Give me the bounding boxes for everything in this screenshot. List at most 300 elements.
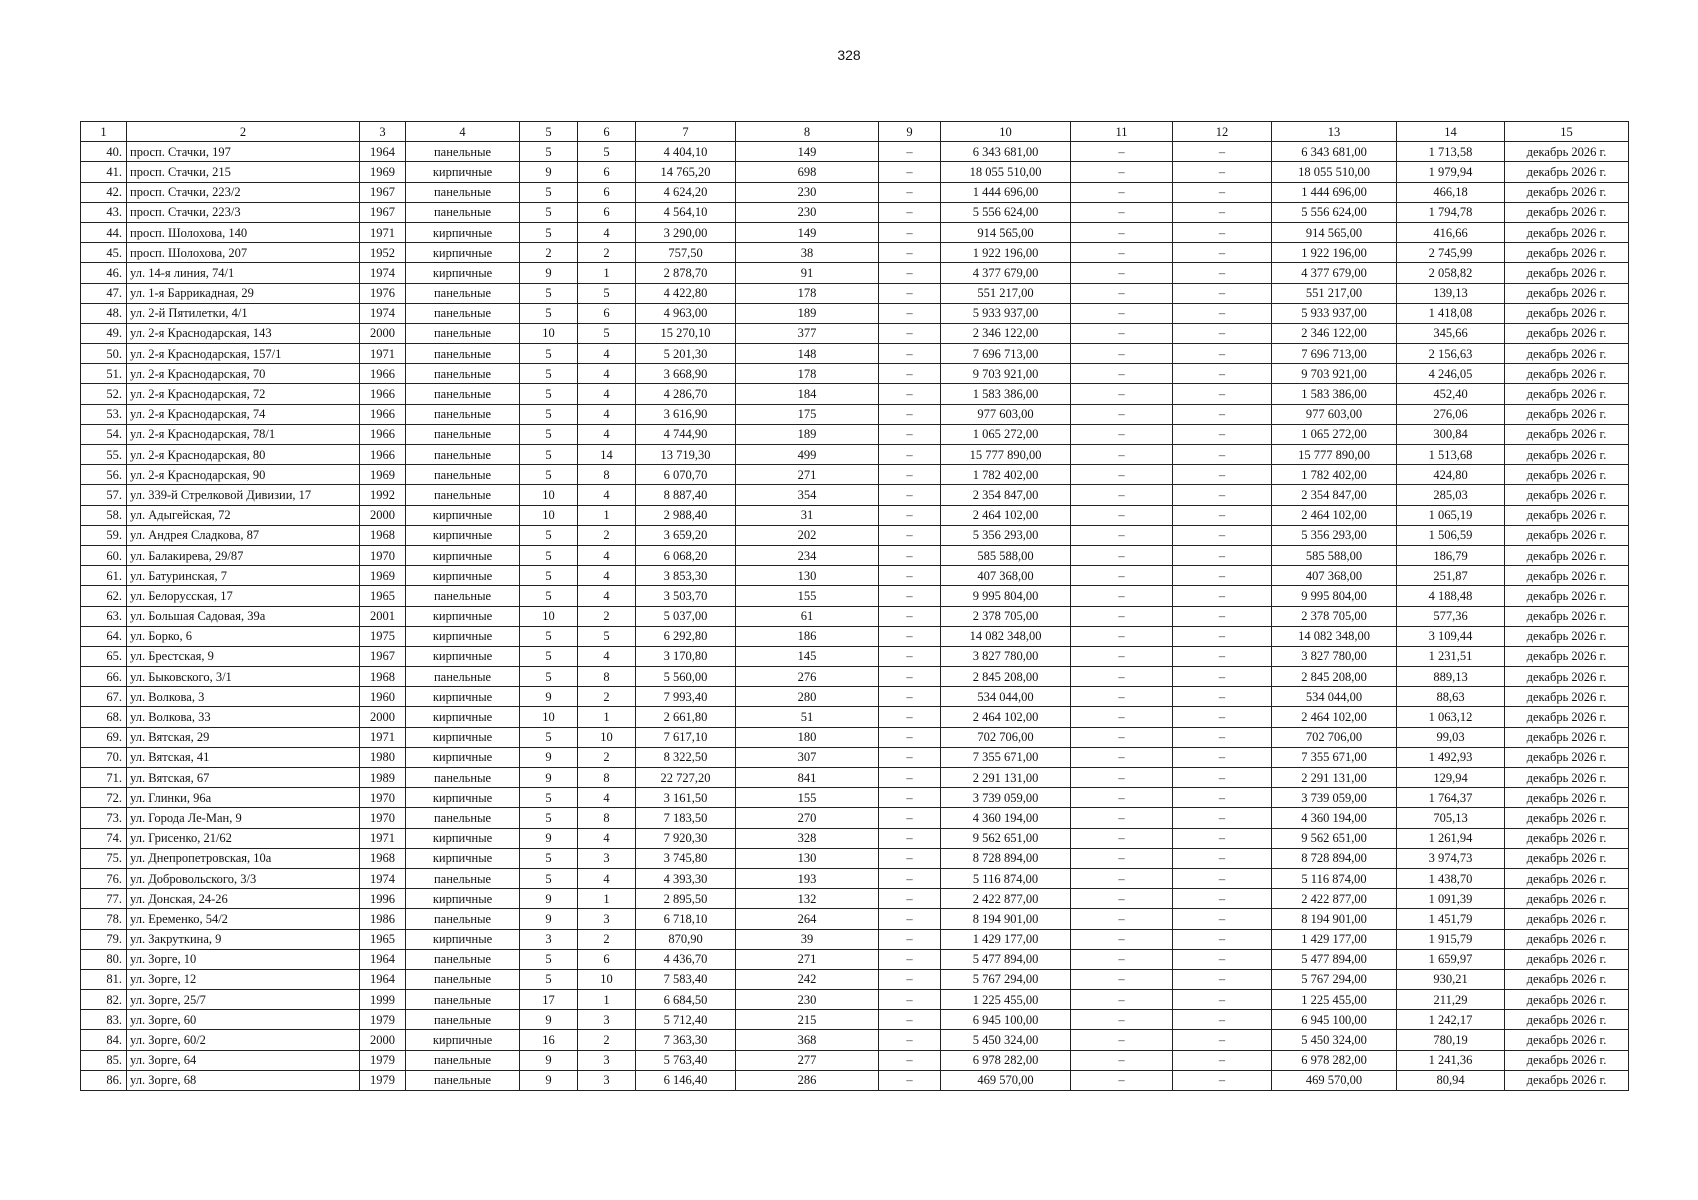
floors-cell: 5 (520, 646, 578, 666)
cost-total-cell: 8 728 894,00 (941, 848, 1071, 868)
row-number-cell: 44. (81, 222, 127, 242)
col-11-cell: – (1071, 323, 1173, 343)
year-built-cell: 1965 (360, 929, 406, 949)
cost-total-cell: 2 378 705,00 (941, 606, 1071, 626)
address-cell: ул. Балакирева, 29/87 (127, 545, 360, 565)
row-number-cell: 66. (81, 667, 127, 687)
floors-cell: 9 (520, 1050, 578, 1070)
col-9-cell: – (879, 505, 941, 525)
floors-cell: 5 (520, 384, 578, 404)
row-number-cell: 64. (81, 626, 127, 646)
cost-program-cell: 2 346 122,00 (1272, 323, 1397, 343)
area-cell: 3 668,90 (636, 364, 736, 384)
cost-program-cell: 8 728 894,00 (1272, 848, 1397, 868)
residents-cell: 841 (736, 768, 879, 788)
row-number-cell: 56. (81, 465, 127, 485)
row-number-cell: 79. (81, 929, 127, 949)
col-11-cell: – (1071, 303, 1173, 323)
area-cell: 4 436,70 (636, 949, 736, 969)
floors-cell: 9 (520, 889, 578, 909)
col-9-cell: – (879, 142, 941, 162)
col-12-cell: – (1173, 808, 1272, 828)
col-12-cell: – (1173, 747, 1272, 767)
deadline-cell: декабрь 2026 г. (1505, 384, 1629, 404)
address-cell: ул. Закруткина, 9 (127, 929, 360, 949)
floors-cell: 5 (520, 142, 578, 162)
wall-material-cell: панельные (406, 303, 520, 323)
address-cell: ул. Вятская, 41 (127, 747, 360, 767)
row-number-cell: 40. (81, 142, 127, 162)
residents-cell: 145 (736, 646, 879, 666)
address-cell: просп. Стачки, 215 (127, 162, 360, 182)
col-9-cell: – (879, 687, 941, 707)
residents-cell: 39 (736, 929, 879, 949)
address-cell: ул. Зорге, 10 (127, 949, 360, 969)
year-built-cell: 1992 (360, 485, 406, 505)
table-row (81, 727, 1629, 747)
col-11-cell: – (1071, 505, 1173, 525)
address-cell: ул. Зорге, 60 (127, 1010, 360, 1030)
address-cell: ул. 2-я Краснодарская, 70 (127, 364, 360, 384)
col-11-cell: – (1071, 687, 1173, 707)
area-cell: 7 920,30 (636, 828, 736, 848)
row-number-cell: 59. (81, 525, 127, 545)
entrances-cell: 1 (578, 889, 636, 909)
entrances-cell: 8 (578, 808, 636, 828)
col-11-cell: – (1071, 1030, 1173, 1050)
col-9-cell: – (879, 485, 941, 505)
year-built-cell: 1974 (360, 263, 406, 283)
col-9-cell: – (879, 707, 941, 727)
residents-cell: 499 (736, 445, 879, 465)
residents-cell: 215 (736, 1010, 879, 1030)
year-built-cell: 1966 (360, 445, 406, 465)
area-cell: 5 037,00 (636, 606, 736, 626)
row-number-cell: 52. (81, 384, 127, 404)
table-row (81, 1010, 1629, 1030)
residents-cell: 132 (736, 889, 879, 909)
col-12-cell: – (1173, 323, 1272, 343)
col-9-cell: – (879, 768, 941, 788)
cost-total-cell: 9 703 921,00 (941, 364, 1071, 384)
col-11-cell: – (1071, 283, 1173, 303)
entrances-cell: 4 (578, 404, 636, 424)
col-11-cell: – (1071, 727, 1173, 747)
cost-total-cell: 4 377 679,00 (941, 263, 1071, 283)
wall-material-cell: панельные (406, 364, 520, 384)
floors-cell: 5 (520, 182, 578, 202)
wall-material-cell: кирпичные (406, 626, 520, 646)
wall-material-cell: кирпичные (406, 222, 520, 242)
cost-per-sqm-cell: 452,40 (1397, 384, 1505, 404)
row-number-cell: 43. (81, 202, 127, 222)
col-12-cell: – (1173, 848, 1272, 868)
entrances-cell: 4 (578, 586, 636, 606)
cost-per-sqm-cell: 1 418,08 (1397, 303, 1505, 323)
area-cell: 4 404,10 (636, 142, 736, 162)
area-cell: 4 744,90 (636, 424, 736, 444)
area-cell: 6 146,40 (636, 1070, 736, 1090)
col-12-cell: – (1173, 404, 1272, 424)
table-row (81, 445, 1629, 465)
col-11-cell: – (1071, 929, 1173, 949)
col-9-cell: – (879, 303, 941, 323)
address-cell: просп. Стачки, 197 (127, 142, 360, 162)
floors-cell: 9 (520, 768, 578, 788)
col-9-cell: – (879, 202, 941, 222)
cost-total-cell: 5 356 293,00 (941, 525, 1071, 545)
table-row (81, 606, 1629, 626)
cost-total-cell: 9 995 804,00 (941, 586, 1071, 606)
entrances-cell: 2 (578, 687, 636, 707)
entrances-cell: 1 (578, 263, 636, 283)
col-12-cell: – (1173, 424, 1272, 444)
col-11-cell: – (1071, 243, 1173, 263)
area-cell: 757,50 (636, 243, 736, 263)
area-cell: 14 765,20 (636, 162, 736, 182)
row-number-cell: 75. (81, 848, 127, 868)
area-cell: 3 161,50 (636, 788, 736, 808)
cost-per-sqm-cell: 1 261,94 (1397, 828, 1505, 848)
cost-per-sqm-cell: 1 979,94 (1397, 162, 1505, 182)
address-cell: просп. Стачки, 223/3 (127, 202, 360, 222)
deadline-cell: декабрь 2026 г. (1505, 222, 1629, 242)
wall-material-cell: панельные (406, 323, 520, 343)
deadline-cell: декабрь 2026 г. (1505, 909, 1629, 929)
entrances-cell: 5 (578, 626, 636, 646)
entrances-cell: 10 (578, 969, 636, 989)
cost-program-cell: 2 845 208,00 (1272, 667, 1397, 687)
cost-program-cell: 15 777 890,00 (1272, 445, 1397, 465)
area-cell: 4 422,80 (636, 283, 736, 303)
cost-per-sqm-cell: 1 492,93 (1397, 747, 1505, 767)
cost-per-sqm-cell: 88,63 (1397, 687, 1505, 707)
table-row (81, 263, 1629, 283)
col-11-cell: – (1071, 848, 1173, 868)
col-12-cell: – (1173, 929, 1272, 949)
cost-per-sqm-cell: 1 241,36 (1397, 1050, 1505, 1070)
address-cell: ул. Грисенко, 21/62 (127, 828, 360, 848)
entrances-cell: 4 (578, 828, 636, 848)
address-cell: ул. Быковского, 3/1 (127, 667, 360, 687)
col-11-cell: – (1071, 909, 1173, 929)
deadline-cell: декабрь 2026 г. (1505, 263, 1629, 283)
area-cell: 8 322,50 (636, 747, 736, 767)
floors-cell: 5 (520, 445, 578, 465)
deadline-cell: декабрь 2026 г. (1505, 990, 1629, 1010)
cost-program-cell: 18 055 510,00 (1272, 162, 1397, 182)
residents-cell: 189 (736, 303, 879, 323)
row-number-cell: 85. (81, 1050, 127, 1070)
col-9-cell: – (879, 384, 941, 404)
cost-per-sqm-cell: 780,19 (1397, 1030, 1505, 1050)
cost-per-sqm-cell: 1 713,58 (1397, 142, 1505, 162)
col-12-cell: – (1173, 505, 1272, 525)
col-12-cell: – (1173, 909, 1272, 929)
address-cell: ул. 2-я Краснодарская, 157/1 (127, 344, 360, 364)
wall-material-cell: панельные (406, 909, 520, 929)
floors-cell: 5 (520, 626, 578, 646)
column-number-row (81, 122, 1629, 142)
cost-program-cell: 2 291 131,00 (1272, 768, 1397, 788)
cost-program-cell: 2 354 847,00 (1272, 485, 1397, 505)
residents-cell: 175 (736, 404, 879, 424)
col-12-cell: – (1173, 768, 1272, 788)
table-row (81, 828, 1629, 848)
floors-cell: 10 (520, 485, 578, 505)
column-number-cell: 7 (636, 122, 736, 142)
floors-cell: 5 (520, 808, 578, 828)
table-row (81, 1050, 1629, 1070)
year-built-cell: 1966 (360, 364, 406, 384)
cost-program-cell: 914 565,00 (1272, 222, 1397, 242)
residents-cell: 698 (736, 162, 879, 182)
floors-cell: 5 (520, 344, 578, 364)
col-9-cell: – (879, 525, 941, 545)
cost-per-sqm-cell: 211,29 (1397, 990, 1505, 1010)
residents-cell: 148 (736, 344, 879, 364)
wall-material-cell: кирпичные (406, 566, 520, 586)
area-cell: 3 745,80 (636, 848, 736, 868)
residents-cell: 270 (736, 808, 879, 828)
cost-program-cell: 6 978 282,00 (1272, 1050, 1397, 1070)
cost-total-cell: 5 556 624,00 (941, 202, 1071, 222)
cost-per-sqm-cell: 466,18 (1397, 182, 1505, 202)
year-built-cell: 1979 (360, 1010, 406, 1030)
deadline-cell: декабрь 2026 г. (1505, 788, 1629, 808)
address-cell: ул. 2-я Краснодарская, 74 (127, 404, 360, 424)
entrances-cell: 1 (578, 505, 636, 525)
floors-cell: 9 (520, 1010, 578, 1030)
residents-cell: 307 (736, 747, 879, 767)
row-number-cell: 53. (81, 404, 127, 424)
cost-program-cell: 1 444 696,00 (1272, 182, 1397, 202)
col-9-cell: – (879, 909, 941, 929)
col-12-cell: – (1173, 727, 1272, 747)
year-built-cell: 1967 (360, 646, 406, 666)
row-number-cell: 49. (81, 323, 127, 343)
table-row (81, 545, 1629, 565)
address-cell: просп. Шолохова, 207 (127, 243, 360, 263)
cost-total-cell: 977 603,00 (941, 404, 1071, 424)
cost-program-cell: 5 767 294,00 (1272, 969, 1397, 989)
col-12-cell: – (1173, 344, 1272, 364)
wall-material-cell: панельные (406, 990, 520, 1010)
row-number-cell: 78. (81, 909, 127, 929)
address-cell: ул. 2-я Краснодарская, 143 (127, 323, 360, 343)
area-cell: 2 661,80 (636, 707, 736, 727)
cost-per-sqm-cell: 251,87 (1397, 566, 1505, 586)
cost-program-cell: 702 706,00 (1272, 727, 1397, 747)
entrances-cell: 4 (578, 788, 636, 808)
wall-material-cell: панельные (406, 1070, 520, 1090)
col-9-cell: – (879, 808, 941, 828)
cost-program-cell: 1 583 386,00 (1272, 384, 1397, 404)
table-row (81, 889, 1629, 909)
col-11-cell: – (1071, 202, 1173, 222)
year-built-cell: 1989 (360, 768, 406, 788)
cost-total-cell: 5 477 894,00 (941, 949, 1071, 969)
col-12-cell: – (1173, 303, 1272, 323)
cost-total-cell: 4 360 194,00 (941, 808, 1071, 828)
deadline-cell: декабрь 2026 г. (1505, 868, 1629, 888)
area-cell: 6 718,10 (636, 909, 736, 929)
residents-cell: 277 (736, 1050, 879, 1070)
deadline-cell: декабрь 2026 г. (1505, 586, 1629, 606)
address-cell: просп. Стачки, 223/2 (127, 182, 360, 202)
deadline-cell: декабрь 2026 г. (1505, 364, 1629, 384)
year-built-cell: 2001 (360, 606, 406, 626)
cost-program-cell: 5 556 624,00 (1272, 202, 1397, 222)
col-9-cell: – (879, 646, 941, 666)
area-cell: 4 564,10 (636, 202, 736, 222)
cost-program-cell: 9 995 804,00 (1272, 586, 1397, 606)
col-9-cell: – (879, 1050, 941, 1070)
wall-material-cell: панельные (406, 868, 520, 888)
wall-material-cell: кирпичные (406, 525, 520, 545)
cost-program-cell: 1 225 455,00 (1272, 990, 1397, 1010)
year-built-cell: 1974 (360, 303, 406, 323)
wall-material-cell: панельные (406, 808, 520, 828)
year-built-cell: 1986 (360, 909, 406, 929)
col-9-cell: – (879, 828, 941, 848)
area-cell: 5 201,30 (636, 344, 736, 364)
col-12-cell: – (1173, 485, 1272, 505)
year-built-cell: 2000 (360, 505, 406, 525)
deadline-cell: декабрь 2026 г. (1505, 182, 1629, 202)
cost-total-cell: 1 065 272,00 (941, 424, 1071, 444)
residents-cell: 31 (736, 505, 879, 525)
cost-per-sqm-cell: 80,94 (1397, 1070, 1505, 1090)
col-9-cell: – (879, 586, 941, 606)
year-built-cell: 1965 (360, 586, 406, 606)
area-cell: 7 583,40 (636, 969, 736, 989)
col-12-cell: – (1173, 1050, 1272, 1070)
deadline-cell: декабрь 2026 г. (1505, 445, 1629, 465)
address-cell: ул. Добровольского, 3/3 (127, 868, 360, 888)
col-11-cell: – (1071, 707, 1173, 727)
row-number-cell: 54. (81, 424, 127, 444)
col-11-cell: – (1071, 788, 1173, 808)
wall-material-cell: панельные (406, 485, 520, 505)
area-cell: 5 763,40 (636, 1050, 736, 1070)
cost-total-cell: 1 583 386,00 (941, 384, 1071, 404)
col-11-cell: – (1071, 667, 1173, 687)
table-row (81, 485, 1629, 505)
cost-total-cell: 15 777 890,00 (941, 445, 1071, 465)
year-built-cell: 1964 (360, 949, 406, 969)
col-9-cell: – (879, 344, 941, 364)
cost-program-cell: 5 450 324,00 (1272, 1030, 1397, 1050)
deadline-cell: декабрь 2026 г. (1505, 808, 1629, 828)
address-cell: ул. Зорге, 12 (127, 969, 360, 989)
table-row (81, 687, 1629, 707)
deadline-cell: декабрь 2026 г. (1505, 243, 1629, 263)
cost-per-sqm-cell: 300,84 (1397, 424, 1505, 444)
area-cell: 2 988,40 (636, 505, 736, 525)
cost-total-cell: 551 217,00 (941, 283, 1071, 303)
col-11-cell: – (1071, 404, 1173, 424)
cost-program-cell: 4 377 679,00 (1272, 263, 1397, 283)
cost-program-cell: 977 603,00 (1272, 404, 1397, 424)
floors-cell: 5 (520, 868, 578, 888)
col-9-cell: – (879, 445, 941, 465)
col-12-cell: – (1173, 707, 1272, 727)
floors-cell: 5 (520, 545, 578, 565)
row-number-cell: 63. (81, 606, 127, 626)
table-row (81, 364, 1629, 384)
row-number-cell: 55. (81, 445, 127, 465)
table-row (81, 525, 1629, 545)
cost-program-cell: 9 562 651,00 (1272, 828, 1397, 848)
row-number-cell: 72. (81, 788, 127, 808)
cost-program-cell: 5 356 293,00 (1272, 525, 1397, 545)
col-12-cell: – (1173, 586, 1272, 606)
area-cell: 2 895,50 (636, 889, 736, 909)
table-row (81, 747, 1629, 767)
year-built-cell: 1967 (360, 202, 406, 222)
col-9-cell: – (879, 990, 941, 1010)
deadline-cell: декабрь 2026 г. (1505, 465, 1629, 485)
entrances-cell: 5 (578, 323, 636, 343)
cost-per-sqm-cell: 2 058,82 (1397, 263, 1505, 283)
address-cell: ул. Города Ле-Ман, 9 (127, 808, 360, 828)
entrances-cell: 14 (578, 445, 636, 465)
address-cell: ул. 2-й Пятилетки, 4/1 (127, 303, 360, 323)
col-11-cell: – (1071, 606, 1173, 626)
cost-per-sqm-cell: 3 109,44 (1397, 626, 1505, 646)
cost-per-sqm-cell: 1 764,37 (1397, 788, 1505, 808)
col-11-cell: – (1071, 868, 1173, 888)
col-9-cell: – (879, 929, 941, 949)
area-cell: 4 286,70 (636, 384, 736, 404)
cost-program-cell: 1 065 272,00 (1272, 424, 1397, 444)
cost-total-cell: 6 945 100,00 (941, 1010, 1071, 1030)
col-12-cell: – (1173, 525, 1272, 545)
floors-cell: 5 (520, 202, 578, 222)
col-12-cell: – (1173, 445, 1272, 465)
floors-cell: 9 (520, 687, 578, 707)
deadline-cell: декабрь 2026 г. (1505, 707, 1629, 727)
residents-cell: 189 (736, 424, 879, 444)
row-number-cell: 47. (81, 283, 127, 303)
col-12-cell: – (1173, 667, 1272, 687)
floors-cell: 9 (520, 1070, 578, 1090)
col-11-cell: – (1071, 566, 1173, 586)
table-row (81, 949, 1629, 969)
address-cell: ул. Батуринская, 7 (127, 566, 360, 586)
cost-per-sqm-cell: 1 506,59 (1397, 525, 1505, 545)
column-number-cell: 4 (406, 122, 520, 142)
table-row (81, 344, 1629, 364)
floors-cell: 5 (520, 566, 578, 586)
year-built-cell: 1980 (360, 747, 406, 767)
floors-cell: 5 (520, 949, 578, 969)
address-cell: ул. Брестская, 9 (127, 646, 360, 666)
row-number-cell: 58. (81, 505, 127, 525)
year-built-cell: 1974 (360, 868, 406, 888)
col-12-cell: – (1173, 202, 1272, 222)
floors-cell: 17 (520, 990, 578, 1010)
area-cell: 3 659,20 (636, 525, 736, 545)
address-cell: ул. Волкова, 33 (127, 707, 360, 727)
table-row (81, 707, 1629, 727)
deadline-cell: декабрь 2026 г. (1505, 848, 1629, 868)
col-12-cell: – (1173, 263, 1272, 283)
area-cell: 7 183,50 (636, 808, 736, 828)
col-9-cell: – (879, 162, 941, 182)
floors-cell: 5 (520, 788, 578, 808)
